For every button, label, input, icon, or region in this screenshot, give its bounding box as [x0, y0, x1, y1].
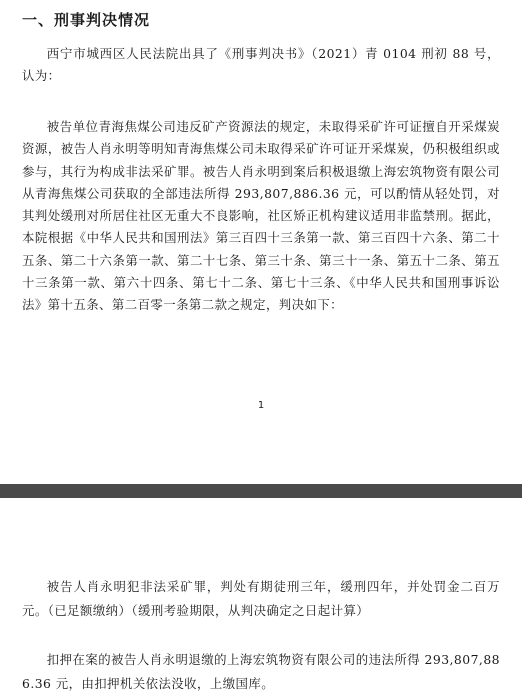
section-heading: 一、刑事判决情况 [22, 11, 151, 29]
page-number: 1 [257, 400, 265, 411]
confiscation-paragraph: 扣押在案的被告人肖永明退缴的上海宏筑物资有限公司的违法所得 293,807,886.36 元，由扣押机关依法没收，上缴国库。 [22, 652, 500, 691]
page-separator [0, 484, 522, 498]
court-reasoning-paragraph: 被告单位青海焦煤公司违反矿产资源法的规定，未取得采矿许可证擅自开采煤炭资源，被告人肖永明等明知青海焦煤公司未取得采矿许可证开采煤炭，仍积极组织或参与，其行为构成非法采矿罪。被告人肖永明到案后积极退缴上海宏筑物资有限公司从青海焦煤公司获取的全部违法所得 293,807,886.36 元，可以酌情从轻处罚，对其判处缓刑对所居住社区无重大不良影响，社区矫正机构建议适用非监禁刑。据此，本院根据《中华人民共和国刑法》第三百四十三条第一款、第三百四十六条、第二十五条、第二十六条第一款、第二十七条、第三十条、第三十一条、第五十二条、第五十三条第一款、第六十四条、第七十二条、第七十三条、《中华人民共和国刑事诉讼法》第十五条、第二百零一条第二款之规定，判决如下： [22, 119, 500, 313]
document-page-2 [0, 498, 522, 700]
intro-paragraph: 西宁市城西区人民法院出具了《刑事判决书》（2021）青 0104 刑初 88 号，认为： [22, 46, 500, 84]
sentence-paragraph: 被告人肖永明犯非法采矿罪，判处有期徒刑三年，缓刑四年，并处罚金二百万元。（已足额缴纳）（缓刑考验期限，从判决确定之日起计算） [22, 579, 500, 618]
